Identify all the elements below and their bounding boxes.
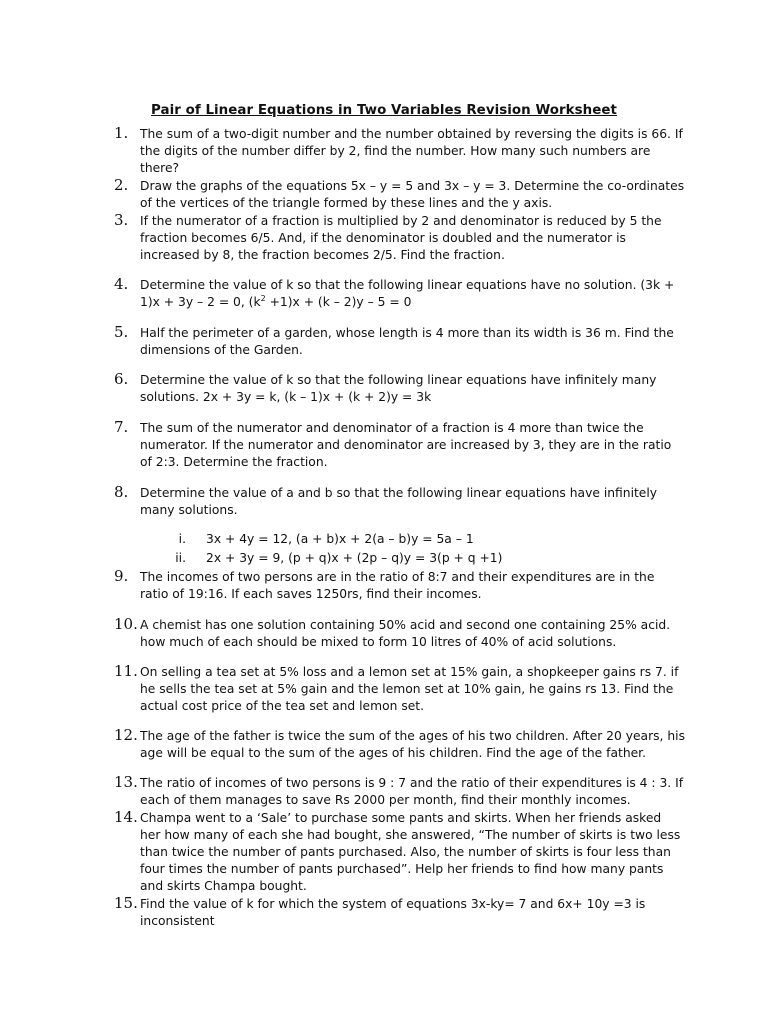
question-text: The sum of a two-digit number and the number obtained by reversing the digits is 66. If the digits of the number differ by 2, find the number. How many such numbers are there?	[140, 127, 683, 175]
question-text: The incomes of two persons are in the ratio of 8:7 and their expenditures are in the ratio of 19:16. If each saves 1250rs, find their incomes.	[140, 570, 655, 601]
question-number: 13.	[114, 773, 138, 791]
question-text: Draw the graphs of the equations 5x – y = 5 and 3x – y = 3. Determine the co-ordinates of the vertices of the triangle formed by these lines and the y axis.	[140, 179, 685, 210]
worksheet-title: Pair of Linear Equations in Two Variables Revision Worksheet	[151, 103, 617, 118]
question-number: 1.	[114, 124, 129, 142]
question-number: 11.	[114, 662, 138, 680]
question-text	[140, 277, 685, 311]
sub-question-numeral: ii.	[175, 551, 186, 565]
question-number: 9.	[114, 567, 129, 585]
sub-question-i	[150, 531, 474, 548]
question-text: Determine the value of a and b so that the following linear equations have infinitely many solutions.	[140, 486, 658, 517]
sub-question-text: 2x + 3y = 9, (p + q)x + (2p – q)y = 3(p + q +1)	[206, 551, 503, 565]
sub-question-text: 3x + 4y = 12, (a + b)x + 2(a – b)y = 5a – 1	[206, 532, 474, 546]
question-number: 7.	[114, 418, 129, 436]
sub-question-numeral: i.	[178, 532, 186, 546]
question-number: 5.	[114, 323, 129, 341]
question-number: 12.	[114, 726, 138, 744]
question-number: 14.	[114, 808, 138, 826]
question-number: 6.	[114, 370, 129, 388]
superscript-exponent: 2	[260, 294, 266, 303]
question-text: The ratio of incomes of two persons is 9 : 7 and the ratio of their expenditures is 4 : 3. If each of them manages to save Rs 2000 per month, find their monthly incomes.	[140, 776, 684, 807]
question-text: Determine the value of k so that the following linear equations have infinitely many solutions. 2x + 3y = k, (k – 1)x + (k + 2)y = 3k	[140, 373, 657, 404]
sub-question-ii	[150, 550, 502, 567]
question-text: Half the perimeter of a garden, whose length is 4 more than its width is 36 m. Find the dimensions of the Garden.	[140, 326, 674, 357]
question-number: 3.	[114, 211, 129, 229]
question-text: The sum of the numerator and denominator of a fraction is 4 more than twice the numerator. If the numerator and denominator are increased by 3, they are in the ratio of 2:3. Determine the fraction.	[140, 421, 672, 469]
question-text: A chemist has one solution containing 50% acid and second one containing 25% acid. how much of each should be mixed to form 10 litres of 40% of acid solutions.	[140, 618, 671, 649]
question-text: Champa went to a ‘Sale’ to purchase some pants and skirts. When her friends asked her how many of each she had bought, she answered, “The number of skirts is two less than twice the number of pants purchased. Also, the number of skirts is four less than four times the number of pants purchased”. Help her friends to find how many pants and skirts Champa bought.	[140, 811, 681, 893]
question-text: On selling a tea set at 5% loss and a lemon set at 15% gain, a shopkeeper gains rs 7. if he sells the tea set at 5% gain and the lemon set at 10% gain, he gains rs 13. Find the actual cost price of the tea set and lemon set.	[140, 665, 679, 713]
question-text: The age of the father is twice the sum of the ages of his two children. After 20 years, his age will be equal to the sum of the ages of his children. Find the age of the father.	[140, 729, 685, 760]
question-number: 4.	[114, 275, 129, 293]
question-number: 2.	[114, 176, 129, 194]
question-number: 15.	[114, 894, 138, 912]
question-number: 8.	[114, 483, 129, 501]
question-text-part-b: +1)x + (k – 2)y – 5 = 0	[265, 295, 412, 309]
question-number: 10.	[114, 615, 138, 633]
question-text-part-a: Determine the value of k so that the following linear equations have no solution. (3k + 1)x + 3y – 2 = 0, (k	[140, 278, 675, 309]
question-text: Find the value of k for which the system of equations 3x-ky= 7 and 6x+ 10y =3 is inconsistent	[140, 897, 646, 928]
question-text: If the numerator of a fraction is multiplied by 2 and denominator is reduced by 5 the fraction becomes 6/5. And, if the denominator is doubled and the numerator is increased by 8, the fraction becomes 2/5. Find the fraction.	[140, 214, 662, 262]
